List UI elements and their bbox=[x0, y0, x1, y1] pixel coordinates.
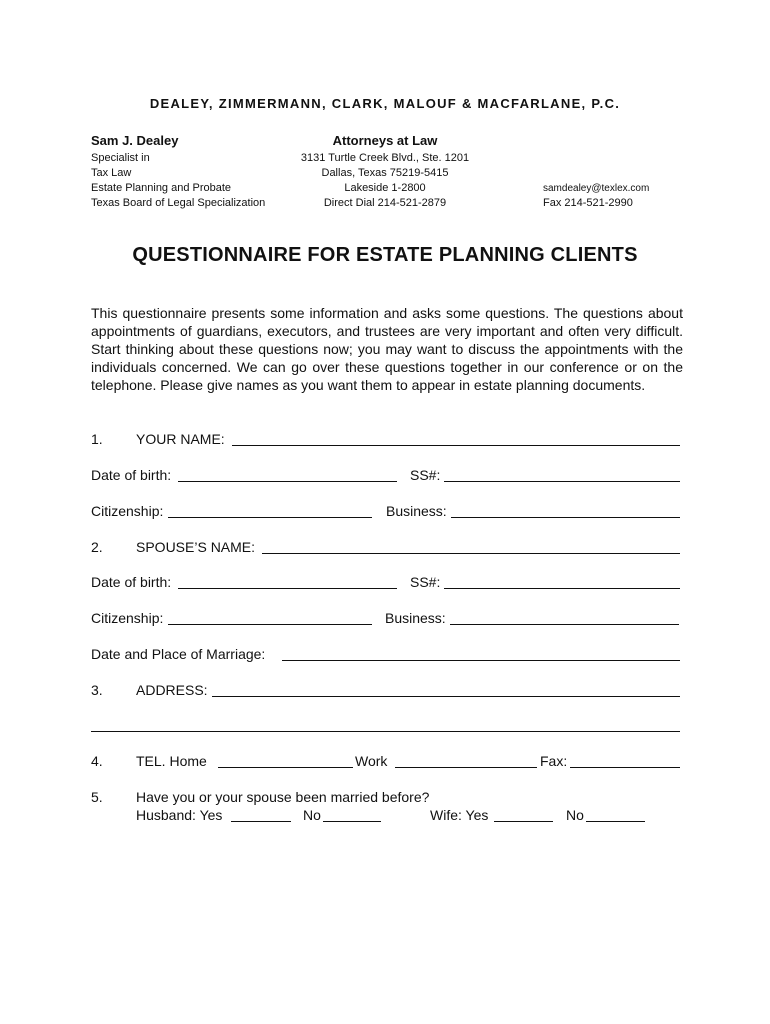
address-line: Dallas, Texas 75219-5415 bbox=[321, 167, 449, 179]
specialist-line: Estate Planning and Probate bbox=[91, 182, 232, 194]
address-line: 3131 Turtle Creek Blvd., Ste. 1201 bbox=[300, 152, 470, 164]
spouse-name-label: SPOUSE’S NAME: bbox=[136, 539, 256, 555]
wife-no-label: No bbox=[566, 807, 584, 823]
business-label: Business: bbox=[386, 503, 447, 519]
husband-yes-label: Husband: Yes bbox=[136, 807, 223, 823]
specialist-line: Tax Law bbox=[91, 167, 132, 179]
business-field[interactable] bbox=[451, 517, 680, 518]
specialist-block bbox=[91, 151, 265, 211]
fax-label: Fax: bbox=[540, 753, 568, 769]
tel-home-field[interactable] bbox=[218, 767, 353, 768]
citizenship-label: Citizenship: bbox=[91, 503, 164, 519]
email-address: samdealey@texlex.com bbox=[543, 183, 650, 194]
spouse-dob-field[interactable] bbox=[178, 588, 397, 589]
fax-field[interactable] bbox=[570, 767, 680, 768]
firm-name: DEALEY, ZIMMERMANN, CLARK, MALOUF & MACFARLANE, P.C. bbox=[149, 96, 621, 111]
your-name-field[interactable] bbox=[232, 445, 680, 446]
spouse-ss-label: SS#: bbox=[410, 574, 441, 590]
question-number: 3. bbox=[91, 682, 103, 698]
question-number: 5. bbox=[91, 789, 103, 805]
spouse-ss-field[interactable] bbox=[444, 588, 680, 589]
dob-label: Date of birth: bbox=[91, 467, 172, 483]
fax-number: Fax 214-521-2990 bbox=[543, 197, 633, 209]
address-block bbox=[270, 151, 500, 211]
work-label: Work bbox=[355, 753, 388, 769]
wife-no-field[interactable] bbox=[586, 821, 645, 822]
intro-paragraph: This questionnaire presents some information and asks some questions. The questions about appointments of guardians, executors, and trustees are very important and often very difficult. Start thinking about these questions now; you may want to discuss the appointments with the individuals concerned. We can go over these questions together in our conference or on the telephone. Please give names as you want them to appear in estate planning documents. bbox=[91, 305, 683, 393]
wife-yes-label: Wife: Yes bbox=[430, 807, 489, 823]
address-field[interactable] bbox=[212, 696, 680, 697]
married-before-question: Have you or your spouse been married before? bbox=[136, 789, 430, 805]
spouse-citizenship-field[interactable] bbox=[168, 624, 372, 625]
tel-home-label: TEL. Home bbox=[136, 753, 207, 769]
spouse-citizenship-label: Citizenship: bbox=[91, 610, 164, 626]
address-line: Lakeside 1-2800 bbox=[344, 182, 426, 194]
your-name-label: YOUR NAME: bbox=[136, 431, 225, 447]
attorneys-heading: Attorneys at Law bbox=[332, 133, 438, 148]
spouse-dob-label: Date of birth: bbox=[91, 574, 172, 590]
address-line: Direct Dial 214-521-2879 bbox=[323, 197, 447, 209]
question-number: 1. bbox=[91, 431, 103, 447]
ss-field[interactable] bbox=[444, 481, 680, 482]
husband-no-label: No bbox=[303, 807, 321, 823]
question-number: 4. bbox=[91, 753, 103, 769]
dob-field[interactable] bbox=[178, 481, 397, 482]
citizenship-field[interactable] bbox=[168, 517, 372, 518]
specialist-line: Specialist in bbox=[91, 152, 150, 164]
page-title: QUESTIONNAIRE FOR ESTATE PLANNING CLIENTS bbox=[132, 244, 638, 266]
ss-label: SS#: bbox=[410, 467, 441, 483]
marriage-label: Date and Place of Marriage: bbox=[91, 646, 266, 662]
address-field-line-2[interactable] bbox=[91, 731, 680, 732]
attorney-name: Sam J. Dealey bbox=[91, 133, 179, 148]
spouse-name-field[interactable] bbox=[262, 553, 680, 554]
work-field[interactable] bbox=[395, 767, 537, 768]
marriage-field[interactable] bbox=[282, 660, 680, 661]
husband-no-field[interactable] bbox=[323, 821, 381, 822]
husband-yes-field[interactable] bbox=[231, 821, 291, 822]
wife-yes-field[interactable] bbox=[494, 821, 553, 822]
question-number: 2. bbox=[91, 539, 103, 555]
spouse-business-label: Business: bbox=[385, 610, 446, 626]
spouse-business-field[interactable] bbox=[450, 624, 679, 625]
specialist-line: Texas Board of Legal Specialization bbox=[91, 197, 266, 209]
address-label: ADDRESS: bbox=[136, 682, 208, 698]
